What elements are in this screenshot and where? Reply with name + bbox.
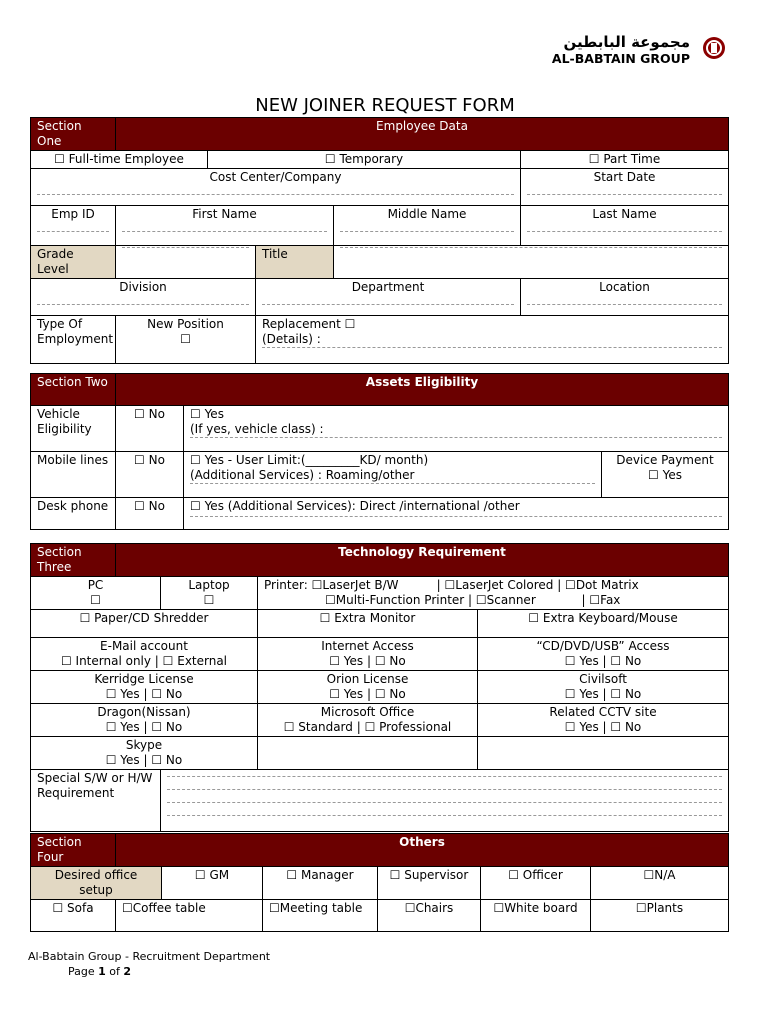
page-total: 2 — [123, 965, 132, 978]
gm-checkbox[interactable]: ☐ GM — [162, 867, 263, 900]
section-three-label: Section Three — [31, 544, 116, 577]
empty-cell — [258, 737, 478, 770]
middle-name-label: Middle Name — [387, 207, 467, 221]
laptop-checkbox[interactable]: ☐ — [203, 593, 215, 607]
emp-id-label: Emp ID — [51, 207, 95, 221]
temporary-checkbox[interactable]: ☐ Temporary — [208, 151, 521, 169]
desk-no-checkbox[interactable]: ☐ No — [116, 498, 184, 530]
internet-access-label: Internet Access — [321, 639, 414, 653]
of-word: of — [109, 965, 120, 978]
skype-option[interactable] — [31, 737, 258, 770]
internet-access-choices[interactable]: ☐ Yes | ☐ No — [329, 654, 406, 668]
section-three-technology — [30, 543, 729, 832]
cost-center-field[interactable] — [31, 169, 521, 206]
chairs-checkbox[interactable]: ☐Chairs — [378, 900, 481, 932]
first-name-field[interactable] — [116, 206, 334, 246]
cd-access-label: “CD/DVD/USB” Access — [536, 639, 670, 653]
email-account-label: E-Mail account — [100, 639, 188, 653]
middle-name-field[interactable] — [334, 206, 521, 246]
kerridge-choices[interactable]: ☐ Yes | ☐ No — [105, 687, 183, 701]
location-label: Location — [599, 280, 650, 294]
section-three-heading: Technology Requirement — [116, 544, 729, 577]
desk-phone-label: Desk phone — [31, 498, 116, 530]
section-one-employee-data — [30, 117, 729, 364]
form-title: NEW JOINER REQUEST FORM — [255, 95, 515, 116]
page-number — [28, 964, 270, 979]
section-four-others — [30, 833, 729, 932]
extra-keyboard-checkbox[interactable]: ☐ Extra Keyboard/Mouse — [478, 610, 729, 638]
pc-label: PC — [87, 578, 104, 592]
empty-cell — [478, 737, 729, 770]
desk-yes-checkbox[interactable]: ☐ Yes (Additional Services): Direct /international /other — [190, 499, 520, 513]
printer-line-1[interactable]: Printer: ☐LaserJet B/W | ☐LaserJet Colored | ☐Dot Matrix — [264, 578, 639, 592]
section-one-heading: Employee Data — [116, 118, 729, 151]
fulltime-checkbox[interactable]: ☐ Full-time Employee — [31, 151, 208, 169]
extra-monitor-checkbox[interactable]: ☐ Extra Monitor — [258, 610, 478, 638]
laptop-option[interactable] — [161, 577, 258, 610]
plants-checkbox[interactable]: ☐Plants — [591, 900, 729, 932]
replacement-checkbox[interactable]: Replacement ☐ — [262, 317, 356, 331]
grade-level-label: Grade Level — [31, 246, 116, 279]
civilsoft-label: Civilsoft — [579, 672, 627, 686]
cd-access-choices[interactable]: ☐ Yes | ☐ No — [564, 654, 642, 668]
section-one-label: Section One — [31, 118, 116, 151]
department-label: Department — [351, 280, 425, 294]
paper-shredder-checkbox[interactable]: ☐ Paper/CD Shredder — [31, 610, 258, 638]
section-two-label: Section Two — [31, 374, 116, 406]
officer-checkbox[interactable]: ☐ Officer — [481, 867, 591, 900]
device-payment-yes-checkbox[interactable]: ☐ Yes — [648, 468, 682, 482]
location-field[interactable] — [521, 279, 729, 316]
page-footer — [28, 949, 270, 979]
orion-choices[interactable]: ☐ Yes | ☐ No — [329, 687, 406, 701]
orion-label: Orion License — [326, 672, 409, 686]
pc-option[interactable] — [31, 577, 161, 610]
mobile-yes-option[interactable] — [184, 452, 602, 498]
logo-english-text: AL-BABTAIN GROUP — [551, 51, 690, 66]
kerridge-option[interactable] — [31, 671, 258, 704]
pc-checkbox[interactable]: ☐ — [90, 593, 101, 607]
page-current: 1 — [98, 965, 106, 978]
device-payment-option[interactable] — [602, 452, 729, 498]
page-word: Page — [68, 965, 95, 978]
coffee-table-checkbox[interactable]: ☐Coffee table — [116, 900, 263, 932]
dragon-label: Dragon(Nissan) — [97, 705, 191, 719]
title-label: Title — [256, 246, 334, 279]
division-field[interactable] — [31, 279, 256, 316]
vehicle-yes-option[interactable] — [184, 406, 729, 452]
section-four-label: Section Four — [31, 834, 116, 867]
printer-options[interactable] — [258, 577, 729, 610]
emp-id-field[interactable] — [31, 206, 116, 246]
internet-access-option[interactable] — [258, 638, 478, 671]
logo-mark-icon — [702, 36, 726, 60]
mobile-lines-label: Mobile lines — [31, 452, 116, 498]
vehicle-no-checkbox[interactable]: ☐ No — [116, 406, 184, 452]
cost-center-label: Cost Center/Company — [209, 170, 342, 184]
laptop-label: Laptop — [188, 578, 230, 592]
office-choices[interactable]: ☐ Standard | ☐ Professional — [283, 720, 452, 734]
mobile-no-checkbox[interactable]: ☐ No — [116, 452, 184, 498]
cctv-choices[interactable]: ☐ Yes | ☐ No — [564, 720, 642, 734]
section-two-assets-eligibility — [30, 373, 729, 530]
na-checkbox[interactable]: ☐N/A — [591, 867, 729, 900]
vehicle-yes-checkbox[interactable]: ☐ Yes — [190, 407, 224, 421]
mobile-services-label: (Additional Services) : Roaming/other — [190, 468, 415, 482]
last-name-label: Last Name — [592, 207, 657, 221]
civilsoft-option[interactable] — [478, 671, 729, 704]
printer-line-2[interactable]: ☐Multi-Function Printer | ☐Scanner | ☐Fax — [325, 593, 621, 607]
kerridge-label: Kerridge License — [94, 672, 194, 686]
first-name-label: First Name — [192, 207, 257, 221]
new-position-checkbox[interactable]: ☐ — [180, 332, 191, 346]
sofa-checkbox[interactable]: ☐ Sofa — [31, 900, 116, 932]
type-of-employment-label: Type Of Employment — [31, 316, 116, 364]
start-date-label: Start Date — [593, 170, 656, 184]
special-requirement-field[interactable] — [161, 770, 729, 832]
desk-yes-option[interactable] — [184, 498, 729, 530]
new-position-label: New Position — [147, 317, 224, 331]
orion-option[interactable] — [258, 671, 478, 704]
manager-checkbox[interactable]: ☐ Manager — [263, 867, 378, 900]
footer-department: Al-Babtain Group - Recruitment Department — [28, 950, 271, 963]
cd-access-option[interactable] — [478, 638, 729, 671]
email-account-option[interactable] — [31, 638, 258, 671]
office-label: Microsoft Office — [320, 705, 415, 719]
device-payment-label: Device Payment — [616, 453, 714, 467]
department-field[interactable] — [256, 279, 521, 316]
division-label: Division — [119, 280, 167, 294]
dragon-choices[interactable]: ☐ Yes | ☐ No — [105, 720, 183, 734]
new-position-option[interactable] — [116, 316, 256, 364]
supervisor-checkbox[interactable]: ☐ Supervisor — [378, 867, 481, 900]
special-requirement-label: Special S/W or H/W Requirement — [31, 770, 161, 832]
vehicle-class-label: (If yes, vehicle class) : — [190, 422, 324, 436]
skype-label: Skype — [125, 738, 163, 752]
meeting-table-checkbox[interactable]: ☐Meeting table — [263, 900, 378, 932]
whiteboard-checkbox[interactable]: ☐White board — [481, 900, 591, 932]
vehicle-eligibility-label: Vehicle Eligibility — [31, 406, 116, 452]
replacement-details-label: (Details) : — [262, 332, 321, 346]
civilsoft-choices[interactable]: ☐ Yes | ☐ No — [564, 687, 642, 701]
grade-level-field[interactable] — [116, 246, 256, 279]
start-date-field[interactable] — [521, 169, 729, 206]
replacement-option[interactable] — [256, 316, 729, 364]
mobile-yes-checkbox[interactable]: ☐ Yes - User Limit:(_________KD/ month) — [190, 453, 429, 467]
desired-office-setup-label: Desired office setup — [31, 867, 162, 900]
cctv-label: Related CCTV site — [549, 705, 657, 719]
last-name-field[interactable] — [521, 206, 729, 246]
title-field[interactable] — [334, 246, 729, 279]
cctv-option[interactable] — [478, 704, 729, 737]
logo-arabic-text: مجموعة البابطين — [563, 33, 690, 51]
company-logo — [538, 30, 726, 68]
office-option[interactable] — [258, 704, 478, 737]
section-four-heading: Others — [116, 834, 729, 867]
email-account-choices[interactable]: ☐ Internal only | ☐ External — [60, 654, 228, 668]
section-two-heading: Assets Eligibility — [116, 374, 729, 406]
parttime-checkbox[interactable]: ☐ Part Time — [521, 151, 729, 169]
dragon-option[interactable] — [31, 704, 258, 737]
skype-choices[interactable]: ☐ Yes | ☐ No — [105, 753, 183, 767]
